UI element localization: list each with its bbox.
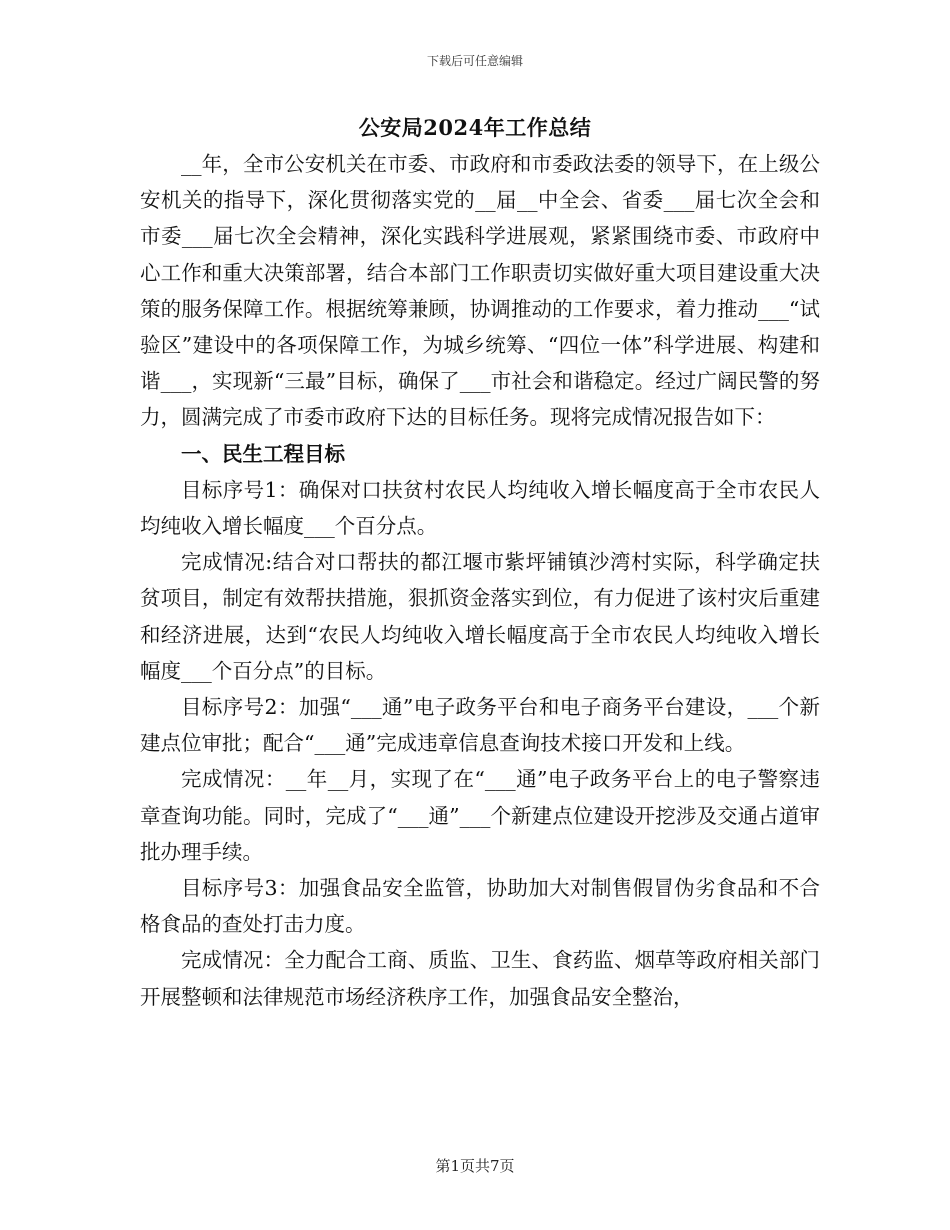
intro-paragraph: __年，全市公安机关在市委、市政府和市委政法委的领导下，在上级公安机关的指导下，深化贯彻落实党的__届__中全会、省委___届七次全会和市委___届七次全会精神，深化实践科学进展观，紧紧围绕市委、市政府中心工作和重大决策部署，结合本部门工作职责切实做好重大项目建设重大决策的服务保障工作。根据统筹兼顾，协调推动的工作要求，着力推动___“试验区”建设中的各项保障工作，为城乡统筹、“四位一体”科学进展、构建和谐___，实现新“三最”目标，确保了___市社会和谐稳定。经过广阔民警的努力，圆满完成了市委市政府下达的目标任务。现将完成情况报告如下： <box>140 152 820 430</box>
paragraph-result-1: 完成情况:结合对口帮扶的都江堰市紫坪铺镇沙湾村实际，科学确定扶贫项目，制定有效帮扶措施，狠抓资金落实到位，有力促进了该村灾后重建和经济进展，达到“农民人均纯收入增长幅度高于全市农民人均纯收入增长幅度___个百分点”的目标。 <box>140 550 820 683</box>
document-body <box>140 146 820 1015</box>
paragraph-goal-3: 目标序号3：加强食品安全监管，协助加大对制售假冒伪劣食品和不合格食品的查处打击力度。 <box>140 876 820 937</box>
paragraph-goal-1: 目标序号1：确保对口扶贫村农民人均纯收入增长幅度高于全市农民人均纯收入增长幅度___个百分点。 <box>140 477 820 539</box>
document-title: 公安局2024年工作总结 <box>358 115 592 140</box>
paragraph-goal-2: 目标序号2：加强“___通”电子政务平台和电子商务平台建设，___个新建点位审批；配合“___通”完成违章信息查询技术接口开发和上线。 <box>140 695 820 756</box>
page-number: 第1页共7页 <box>435 1157 515 1175</box>
section-heading-1: 一、民生工程目标 <box>181 441 345 466</box>
page-header-note: 下载后可任意编辑 <box>426 54 523 68</box>
paragraph-result-2: 完成情况：__年__月，实现了在“___通”电子政务平台上的电子警察违章查询功能。同时，完成了“___通”___个新建点位建设开挖涉及交通占道审批办理手续。 <box>140 767 820 864</box>
paragraph-result-3: 完成情况：全力配合工商、质监、卫生、食药监、烟草等政府相关部门开展整顿和法律规范市场经济秩序工作，加强食品安全整治， <box>140 948 820 1009</box>
